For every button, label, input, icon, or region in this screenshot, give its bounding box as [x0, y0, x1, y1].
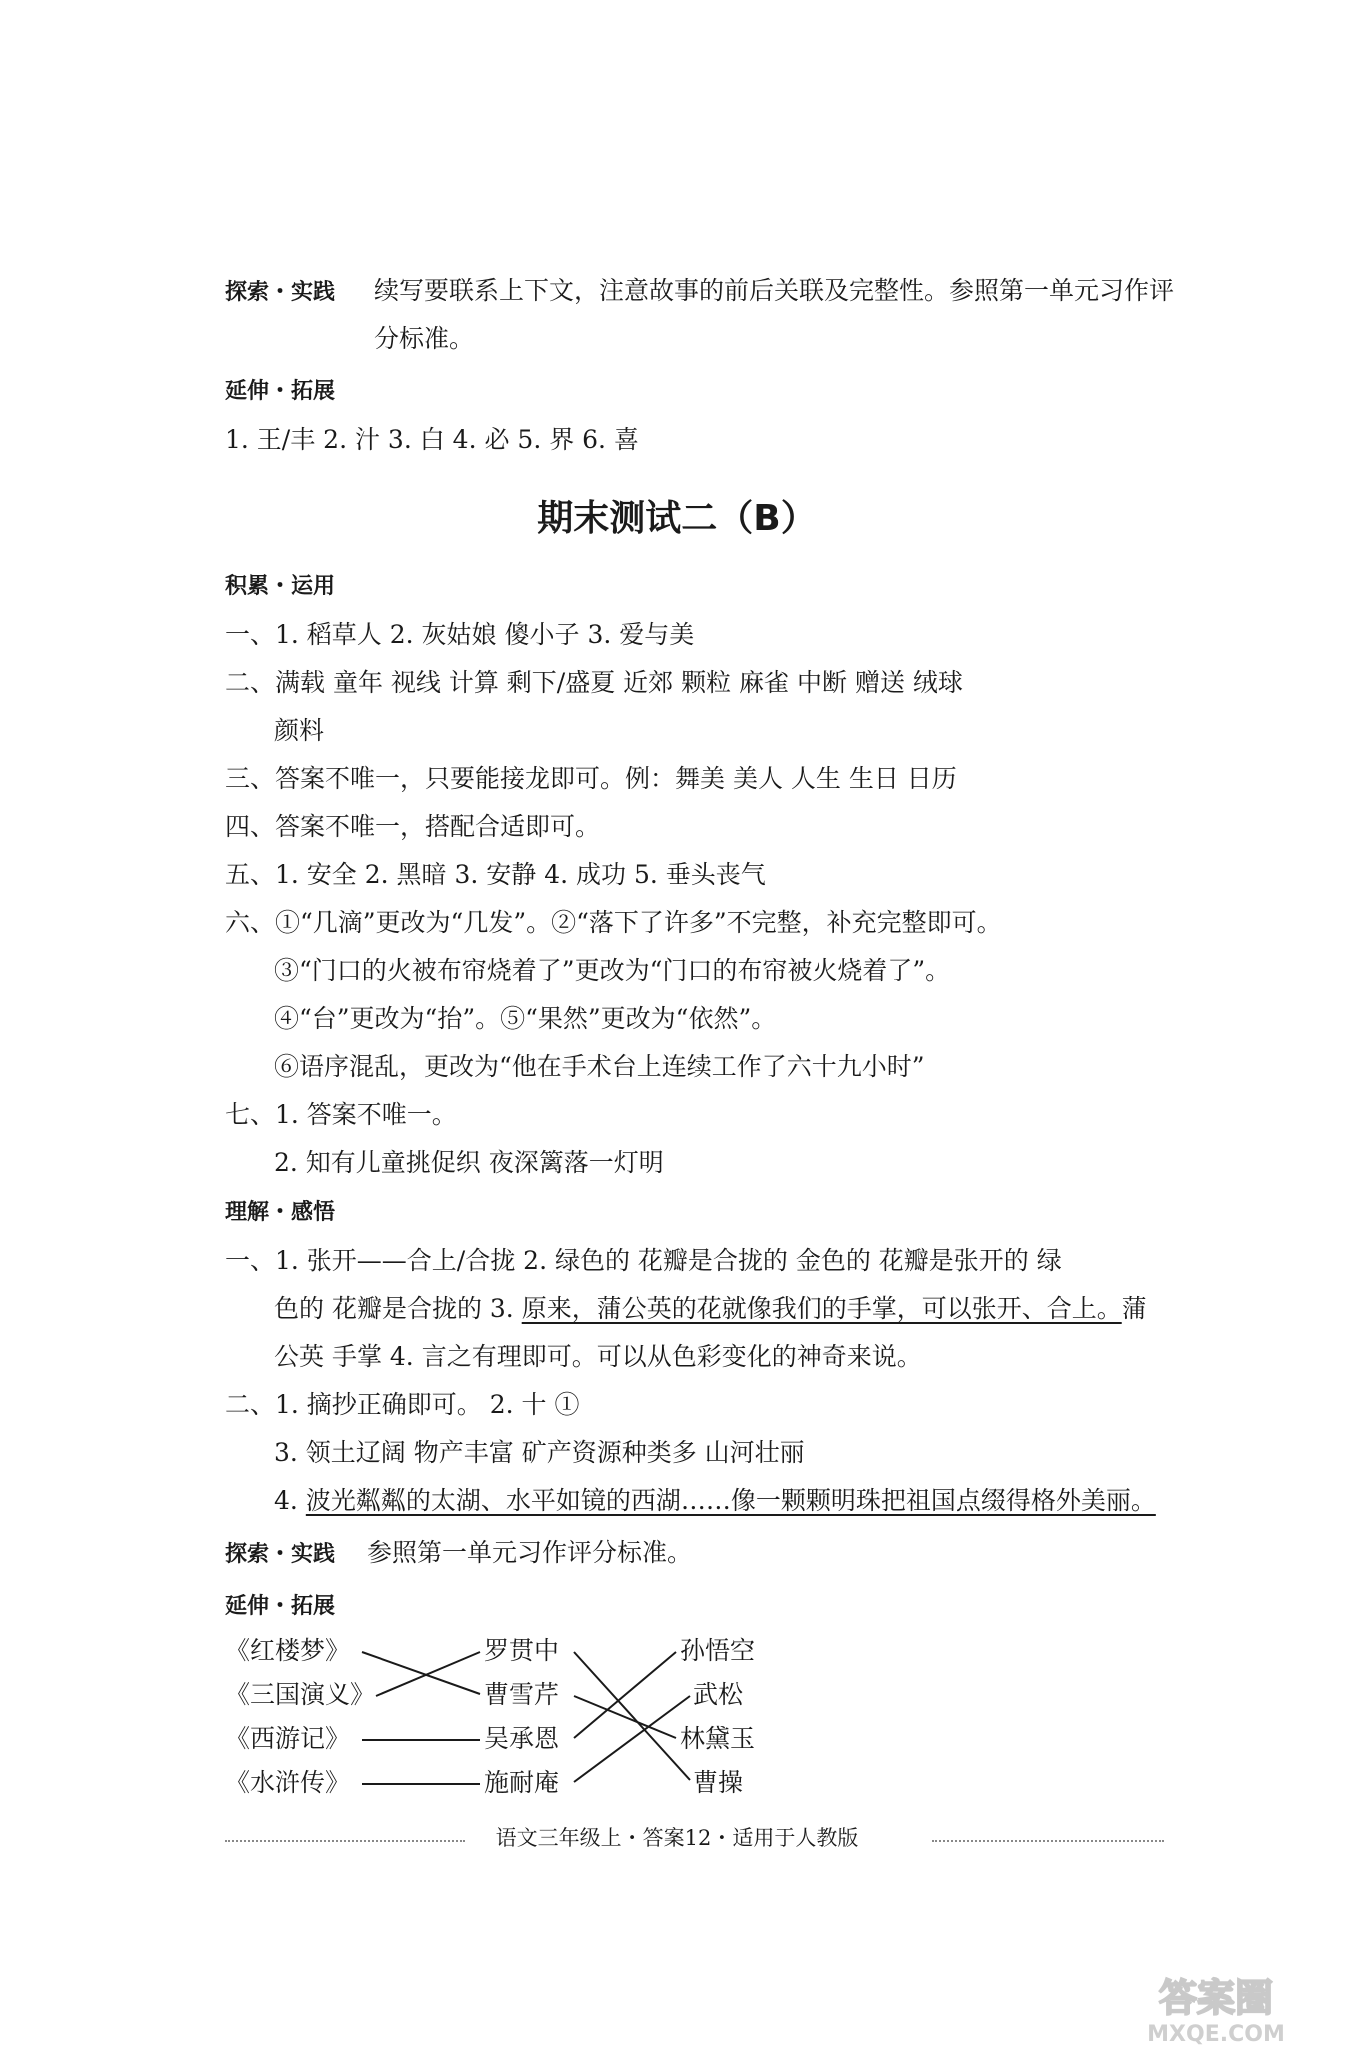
accumulate-q6-line2: ③“门口的火被布帘烧着了”更改为“门口的布帘被火烧着了”。: [274, 956, 951, 985]
author-shinaian: 施耐庵: [484, 1768, 560, 1797]
accumulate-q2-line2: 颜料: [274, 716, 325, 745]
understand-q1-line1: 一、1. 张开——合上/合拢 2. 绿色的 花瓣是合拢的 金色的 花瓣是张开的 绿: [225, 1246, 1062, 1275]
accumulate-q3: 三、答案不唯一，只要能接龙即可。例：舞美 美人 人生 生日 日历: [225, 764, 957, 793]
accumulate-q2-line1: 二、满载 童年 视线 计算 剩下/盛夏 近郊 颗粒 麻雀 中断 赠送 绒球: [225, 668, 963, 697]
footer-text: 语文三年级上・答案12・适用于人教版: [486, 1826, 869, 1850]
match-line-caoxueqin-lindaiyu: [574, 1696, 676, 1738]
understand-q2-line3-pre: 4.: [274, 1486, 306, 1515]
test-title: 期末测试二（B）: [537, 498, 817, 539]
explore-text-line2: 分标准。: [374, 324, 475, 353]
char-wusong: 武松: [693, 1680, 744, 1709]
char-caocao: 曹操: [693, 1768, 744, 1797]
watermark-logo: [1096, 1967, 1336, 2047]
explore-text-line1: 续写要联系上下文，注意故事的前后关联及完整性。参照第一单元习作评: [374, 276, 1175, 305]
explore2-row: [225, 1536, 692, 1572]
understand-q1-underlined: 原来，蒲公英的花就像我们的手掌，可以张开、合上。: [521, 1294, 1122, 1323]
accumulate-q4: 四、答案不唯一，搭配合适即可。: [225, 812, 601, 841]
book-shuihuzhuan: 《水浒传》: [225, 1768, 351, 1797]
accumulate-q6-line4: ⑥语序混乱，更改为“他在手术台上连续工作了六十九小时”: [274, 1052, 925, 1081]
understand-q2-line1: 二、1. 摘抄正确即可。 2. 十 ①: [225, 1390, 580, 1419]
understand-q1-line2: [274, 1292, 1147, 1326]
section-head-understand: 理解・感悟: [225, 1200, 336, 1225]
accumulate-q7-line2: 2. 知有儿童挑促织 夜深篱落一灯明: [274, 1148, 664, 1177]
char-lindaiyu: 林黛玉: [680, 1724, 756, 1753]
understand-q1-line2-post: 蒲: [1121, 1294, 1147, 1323]
page-footer: [0, 1822, 1354, 1852]
section-head-extend: 延伸・拓展: [225, 379, 336, 404]
section-head-explore2: 探索・实践: [225, 1542, 336, 1567]
section-head-extend2: 延伸・拓展: [225, 1594, 336, 1619]
understand-q1-line3: 公英 手掌 4. 言之有理即可。可以从色彩变化的神奇来说。: [274, 1342, 922, 1371]
accumulate-q7-line1: 七、1. 答案不唯一。: [225, 1100, 457, 1129]
book-xiyouji: 《西游记》: [225, 1724, 351, 1753]
understand-q2-underlined: 波光粼粼的太湖、水平如镜的西湖……像一颗颗明珠把祖国点缀得格外美丽。: [305, 1486, 1156, 1515]
author-luoguanzhong: 罗贯中: [484, 1636, 560, 1665]
section-head-accumulate: 积累・运用: [225, 574, 336, 599]
understand-q2-line2: 3. 领土辽阔 物产丰富 矿产资源种类多 山河壮丽: [274, 1438, 805, 1467]
section-head-explore: 探索・实践: [225, 280, 336, 305]
accumulate-q5: 五、1. 安全 2. 黑暗 3. 安静 4. 成功 5. 垂头丧气: [225, 860, 766, 889]
match-line-hongloumeng-caoxueqin: [362, 1652, 480, 1694]
author-caoxueqin: 曹雪芹: [484, 1680, 560, 1709]
match-line-sanguo-luoguanzhong: [376, 1652, 480, 1696]
accumulate-q1: 一、1. 稻草人 2. 灰姑娘 傻小子 3. 爱与美: [225, 620, 695, 649]
match-line-luoguanzhong-caocao: [574, 1652, 690, 1780]
book-sanguoyanyi: 《三国演义》: [225, 1680, 376, 1709]
accumulate-q6-line1: 六、①“几滴”更改为“几发”。②“落下了许多”不完整，补充完整即可。: [225, 908, 1002, 937]
svg-text:MXQE.COM: MXQE.COM: [1147, 2022, 1285, 2047]
understand-q2-line3: [274, 1484, 1156, 1518]
accumulate-q6-line3: ④“台”更改为“抬”。⑤“果然”更改为“依然”。: [274, 1004, 777, 1033]
match-line-shinaian-wusong: [574, 1696, 690, 1782]
book-hongloumeng: 《红楼梦》: [225, 1636, 351, 1665]
extend-answers: 1. 王/丰 2. 汁 3. 白 4. 必 5. 界 6. 喜: [225, 425, 639, 454]
svg-text:答案圈: 答案圈: [1158, 1976, 1274, 2020]
explore2-text: 参照第一单元习作评分标准。: [367, 1538, 693, 1567]
author-wuchengen: 吴承恩: [484, 1724, 560, 1753]
char-sunwukong: 孙悟空: [680, 1636, 756, 1665]
understand-q1-line2-pre: 色的 花瓣是合拢的 3.: [274, 1294, 522, 1323]
match-line-wuchengen-sunwukong: [574, 1652, 676, 1738]
